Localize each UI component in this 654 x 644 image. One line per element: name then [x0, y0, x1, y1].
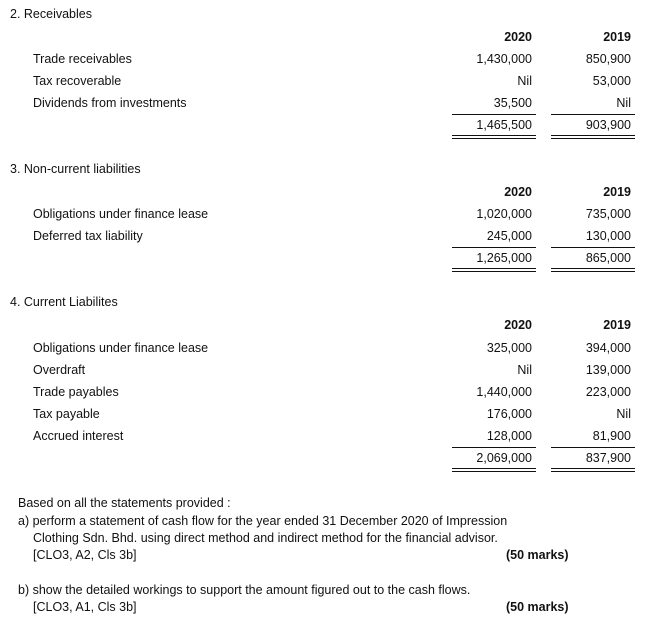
subtotal-rule: [452, 114, 536, 115]
row-value-2019: 735,000: [585, 207, 631, 221]
row-value-2020: Nil: [517, 363, 532, 377]
row-label: Trade receivables: [33, 52, 132, 66]
row-value-2019: 394,000: [585, 341, 631, 355]
total-2020: 1,265,000: [476, 251, 532, 265]
row-label: Overdraft: [33, 363, 86, 377]
row-value-2020: 325,000: [486, 341, 532, 355]
section-title-non-current-liabilities: 3. Non-current liabilities: [10, 162, 141, 176]
instruction-a-marks: (50 marks): [506, 548, 569, 562]
instruction-b-clo: [CLO3, A1, Cls 3b]: [33, 600, 137, 614]
total-double-rule: [452, 135, 536, 139]
row-label: Dividends from investments: [33, 96, 187, 110]
col-header-2020: 2020: [504, 318, 532, 332]
row-label: Obligations under finance lease: [33, 341, 209, 355]
row-value-2019: 130,000: [585, 229, 631, 243]
row-value-2019: 81,900: [592, 429, 631, 443]
row-value-2019: Nil: [616, 407, 631, 421]
instruction-a-clo: [CLO3, A2, Cls 3b]: [33, 548, 137, 562]
row-value-2020: 1,020,000: [476, 207, 532, 221]
instruction-b-marks: (50 marks): [506, 600, 569, 614]
total-double-rule: [551, 135, 635, 139]
row-value-2019: 53,000: [592, 74, 631, 88]
subtotal-rule: [452, 247, 536, 248]
subtotal-rule: [551, 247, 635, 248]
col-header-2020: 2020: [504, 185, 532, 199]
total-double-rule: [551, 468, 635, 472]
total-2019: 837,900: [585, 451, 631, 465]
subtotal-rule: [551, 447, 635, 448]
instruction-a-line1: a) perform a statement of cash flow for the year ended 31 December 2020 of Impression: [18, 514, 508, 528]
row-value-2019: 139,000: [585, 363, 631, 377]
instructions-intro: Based on all the statements provided :: [18, 496, 231, 510]
row-label: Obligations under finance lease: [33, 207, 209, 221]
row-label: Deferred tax liability: [33, 229, 143, 243]
total-double-rule: [452, 268, 536, 272]
row-value-2020: 35,500: [493, 96, 532, 110]
row-label: Tax payable: [33, 407, 100, 421]
section-title-receivables: 2. Receivables: [10, 7, 92, 21]
subtotal-rule: [551, 114, 635, 115]
col-header-2020: 2020: [504, 30, 532, 44]
total-double-rule: [551, 268, 635, 272]
row-value-2020: 1,430,000: [476, 52, 532, 66]
row-value-2020: 176,000: [486, 407, 532, 421]
total-2019: 865,000: [585, 251, 631, 265]
col-header-2019: 2019: [603, 185, 631, 199]
row-value-2019: Nil: [616, 96, 631, 110]
subtotal-rule: [452, 447, 536, 448]
row-label: Trade payables: [33, 385, 119, 399]
section-title-current-liabilities: 4. Current Liabilites: [10, 295, 118, 309]
total-2020: 2,069,000: [476, 451, 532, 465]
row-label: Accrued interest: [33, 429, 124, 443]
instruction-a-line2: Clothing Sdn. Bhd. using direct method and indirect method for the financial advisor.: [33, 531, 498, 545]
row-value-2019: 223,000: [585, 385, 631, 399]
row-value-2020: 245,000: [486, 229, 532, 243]
total-2020: 1,465,500: [476, 118, 532, 132]
row-value-2020: 1,440,000: [476, 385, 532, 399]
total-double-rule: [452, 468, 536, 472]
row-value-2020: 128,000: [486, 429, 532, 443]
instruction-b-line1: b) show the detailed workings to support the amount figured out to the cash flows.: [18, 583, 471, 597]
total-2019: 903,900: [585, 118, 631, 132]
row-label: Tax recoverable: [33, 74, 122, 88]
col-header-2019: 2019: [603, 30, 631, 44]
row-value-2020: Nil: [517, 74, 532, 88]
col-header-2019: 2019: [603, 318, 631, 332]
row-value-2019: 850,900: [585, 52, 631, 66]
